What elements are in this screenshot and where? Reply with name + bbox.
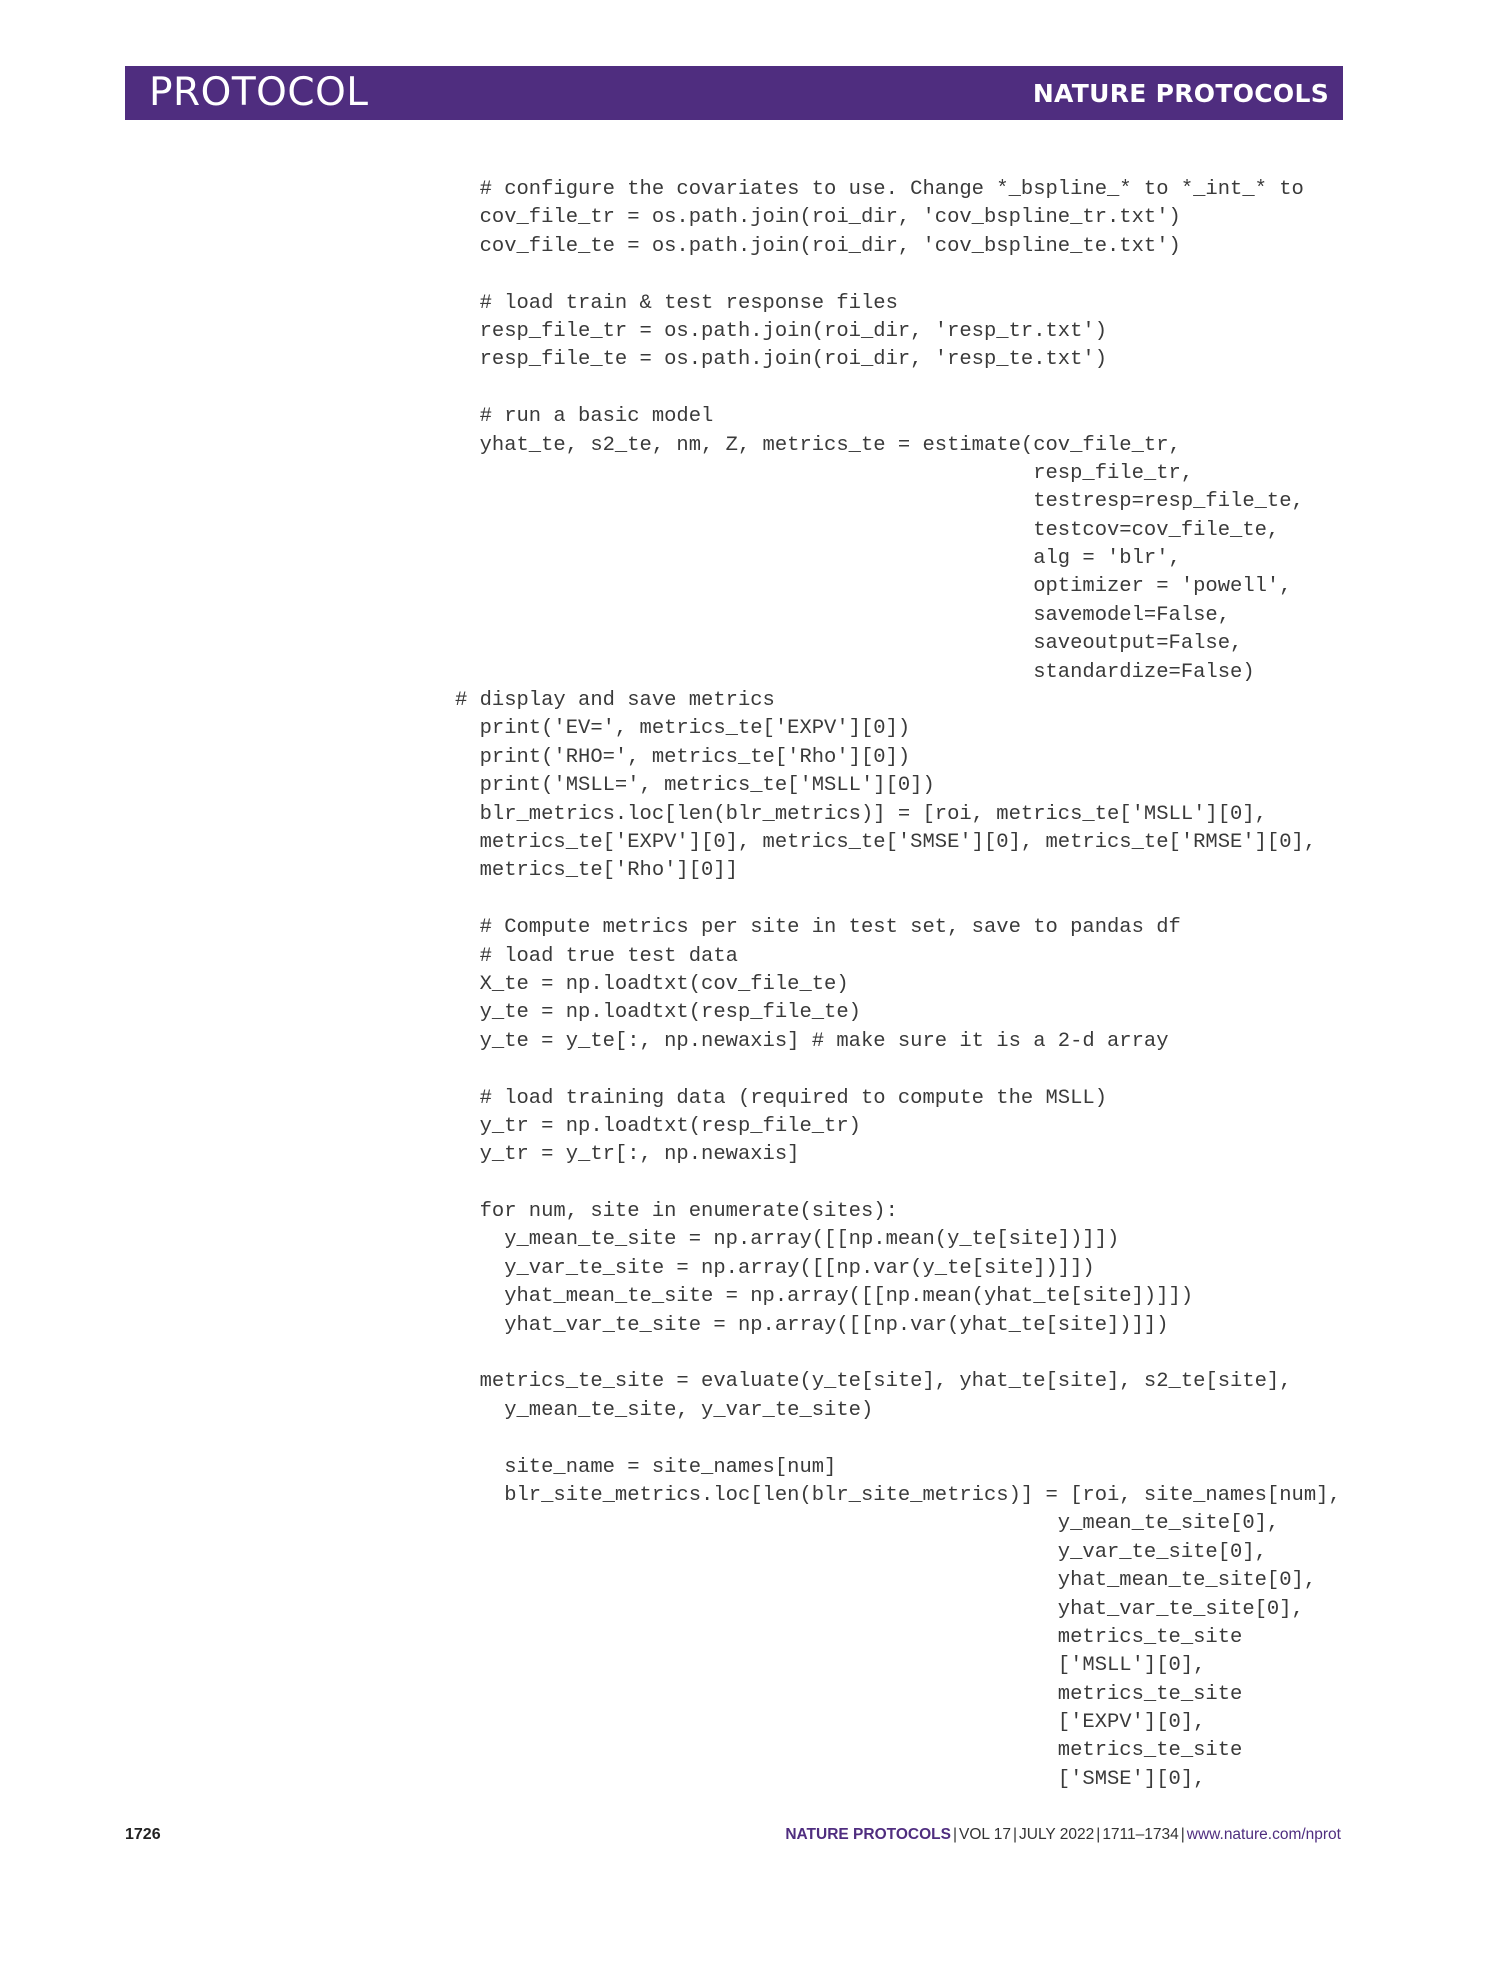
code-line: # Compute metrics per site in test set, save to pandas df — [455, 916, 1181, 940]
code-line: metrics_te['EXPV'][0], metrics_te['SMSE'][0], metrics_te['RMSE'][0], — [455, 830, 1317, 854]
code-line: testcov=cov_file_te, — [455, 518, 1280, 542]
code-line: y_mean_te_site, y_var_te_site) — [455, 1398, 874, 1422]
code-line: y_te = y_te[:, np.newaxis] # make sure it is a 2-d array — [455, 1029, 1169, 1053]
code-line — [455, 261, 1355, 289]
code-line: blr_metrics.loc[len(blr_metrics)] = [roi, metrics_te['MSLL'][0], — [455, 802, 1267, 826]
code-line: alg = 'blr', — [455, 547, 1181, 571]
header-bar — [125, 66, 1343, 120]
code-line: resp_file_tr, — [455, 461, 1194, 485]
code-line: yhat_mean_te_site = np.array([[np.mean(yhat_te[site])]]) — [455, 1285, 1194, 1309]
footer-separator: | — [1012, 1826, 1018, 1843]
code-line — [455, 1170, 1355, 1198]
code-line: print('MSLL=', metrics_te['MSLL'][0]) — [455, 774, 935, 798]
code-line: y_tr = np.loadtxt(resp_file_tr) — [455, 1114, 861, 1138]
code-line: # load true test data — [455, 944, 738, 968]
code-line: for num, site in enumerate(sites): — [455, 1200, 898, 1224]
code-line: # load training data (required to compute the MSLL) — [455, 1086, 1108, 1110]
code-line: y_mean_te_site[0], — [455, 1512, 1280, 1536]
code-line: y_mean_te_site = np.array([[np.mean(y_te[site])]]) — [455, 1228, 1120, 1252]
code-line: savemodel=False, — [455, 603, 1231, 627]
code-line: testresp=resp_file_te, — [455, 490, 1304, 514]
page-number: 1726 — [125, 1826, 161, 1843]
code-line: metrics_te_site — [455, 1625, 1243, 1649]
code-line — [455, 1340, 1355, 1368]
code-line: standardize=False) — [455, 660, 1255, 684]
code-listing — [455, 176, 1355, 1794]
code-line: resp_file_te = os.path.join(roi_dir, 'resp_te.txt') — [455, 348, 1108, 372]
code-line: print('RHO=', metrics_te['Rho'][0]) — [455, 745, 911, 769]
footer-separator: | — [1096, 1826, 1101, 1843]
code-line: yhat_var_te_site = np.array([[np.var(yhat_te[site])]]) — [455, 1313, 1169, 1337]
code-line — [455, 1425, 1355, 1453]
code-line: # run a basic model — [455, 405, 714, 429]
code-line: ['EXPV'][0], — [455, 1711, 1206, 1735]
code-line: metrics_te['Rho'][0]] — [455, 859, 738, 883]
footer-journal: NATURE PROTOCOLS — [785, 1826, 951, 1843]
code-line — [455, 375, 1355, 403]
code-line: # configure the covariates to use. Change *_bspline_* to *_int_* to — [455, 178, 1304, 201]
code-line: y_tr = y_tr[:, np.newaxis] — [455, 1143, 800, 1167]
code-line: yhat_var_te_site[0], — [455, 1597, 1304, 1621]
code-line: # load train & test response files — [455, 291, 898, 315]
code-line: optimizer = 'powell', — [455, 575, 1292, 599]
code-line — [455, 886, 1355, 914]
footer-separator: | — [1180, 1826, 1185, 1843]
code-line: cov_file_tr = os.path.join(roi_dir, 'cov_bspline_tr.txt') — [455, 206, 1181, 230]
code-line: yhat_te, s2_te, nm, Z, metrics_te = estimate(cov_file_tr, — [455, 433, 1181, 457]
code-line — [455, 1056, 1355, 1084]
journal-label: NATURE PROTOCOLS — [1032, 79, 1329, 108]
code-line: ['MSLL'][0], — [455, 1654, 1206, 1678]
code-line: metrics_te_site = evaluate(y_te[site], yhat_te[site], s2_te[site], — [455, 1370, 1292, 1394]
code-line: # display and save metrics — [455, 689, 775, 713]
code-line: y_var_te_site[0], — [455, 1540, 1267, 1564]
code-line: resp_file_tr = os.path.join(roi_dir, 'resp_tr.txt') — [455, 319, 1108, 343]
footer-url-link[interactable]: www.nature.com/nprot — [1186, 1826, 1341, 1843]
footer-separator: | — [952, 1826, 957, 1843]
footer-citation — [785, 1826, 1341, 1844]
code-line: ['SMSE'][0], — [455, 1767, 1206, 1791]
code-line: print('EV=', metrics_te['EXPV'][0]) — [455, 717, 911, 741]
code-line: y_var_te_site = np.array([[np.var(y_te[site])]]) — [455, 1256, 1095, 1280]
code-line: y_te = np.loadtxt(resp_file_te) — [455, 1001, 861, 1025]
code-line: blr_site_metrics.loc[len(blr_site_metrics)] = [roi, site_names[num], — [455, 1483, 1341, 1507]
code-line: X_te = np.loadtxt(cov_file_te) — [455, 972, 849, 996]
code-line: site_name = site_names[num] — [455, 1455, 837, 1479]
footer-volume: VOL 17 — [958, 1826, 1011, 1843]
code-line: saveoutput=False, — [455, 632, 1243, 656]
code-line: metrics_te_site — [455, 1682, 1243, 1706]
footer-issue-date: JULY 2022 — [1019, 1826, 1095, 1843]
footer-pages: 1711–1734 — [1102, 1826, 1179, 1843]
code-line: metrics_te_site — [455, 1739, 1243, 1763]
code-line: yhat_mean_te_site[0], — [455, 1569, 1317, 1593]
code-line: cov_file_te = os.path.join(roi_dir, 'cov_bspline_te.txt') — [455, 234, 1181, 258]
section-label: PROTOCOL — [149, 70, 369, 115]
